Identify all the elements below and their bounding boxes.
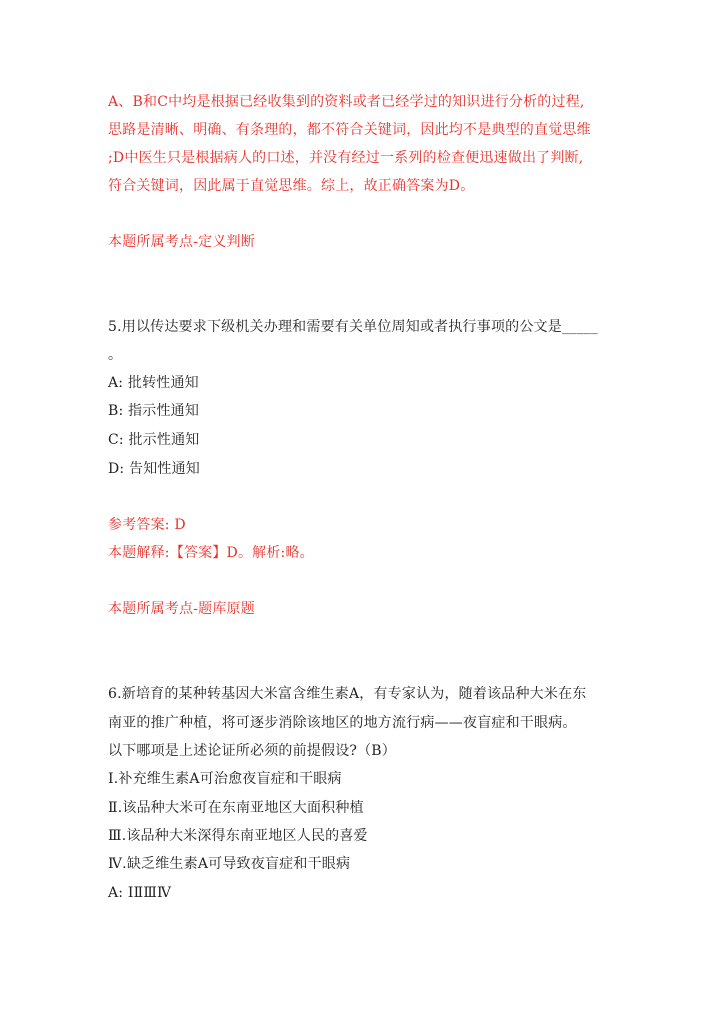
explanation-line-3: ;D中医生只是根据病人的口述，并没有经过一系列的检查便迅速做出了判断, bbox=[108, 150, 584, 166]
q6-statement-1: Ⅰ.补充维生素A可治愈夜盲症和干眼病 bbox=[108, 771, 342, 787]
q5-option-b: B: 指示性通知 bbox=[108, 403, 200, 419]
q5-explanation: 本题解释:【答案】D。解析:略。 bbox=[108, 545, 314, 561]
q5-option-d: D: 告知性通知 bbox=[108, 461, 200, 477]
q6-stem-line-2: 南亚的推广种植，将可逐步消除该地区的地方流行病——夜盲症和干眼病。 bbox=[108, 715, 577, 731]
q5-option-a: A: 批转性通知 bbox=[108, 375, 199, 391]
q6-statement-3: Ⅲ.该品种大米深得东南亚地区人民的喜爱 bbox=[108, 828, 368, 844]
explanation-line-2: 思路是清晰、明确、有条理的，都不符合关键词，因此均不是典型的直觉思维 bbox=[108, 122, 591, 138]
q6-statement-4: Ⅳ.缺乏维生素A可导致夜盲症和干眼病 bbox=[108, 856, 351, 872]
q5-option-c: C: 批示性通知 bbox=[108, 432, 200, 448]
q6-option-a: A: ⅠⅡⅢⅣ bbox=[108, 885, 172, 901]
q5-stem-line-2: 。 bbox=[108, 347, 123, 363]
q5-topic: 本题所属考点-题库原题 bbox=[108, 601, 255, 617]
explanation-line-4: 符合关键词，因此属于直觉思维。综上，故正确答案为D。 bbox=[108, 178, 475, 194]
q5-stem-line-1: 5.用以传达要求下级机关办理和需要有关单位周知或者执行事项的公文是_____ bbox=[108, 319, 598, 335]
q4-topic: 本题所属考点-定义判断 bbox=[108, 234, 255, 250]
explanation-line-1: A、B和C中均是根据已经收集到的资料或者已经学过的知识进行分析的过程, bbox=[108, 94, 585, 110]
q6-stem-line-3: 以下哪项是上述论证所必须的前提假设?（B） bbox=[108, 743, 396, 759]
q6-stem-line-1: 6.新培育的某种转基因大米富含维生素A，有专家认为，随着该品种大米在东 bbox=[108, 686, 587, 702]
q6-statement-2: Ⅱ.该品种大米可在东南亚地区大面积种植 bbox=[108, 800, 364, 816]
q5-answer: 参考答案: D bbox=[108, 517, 186, 533]
